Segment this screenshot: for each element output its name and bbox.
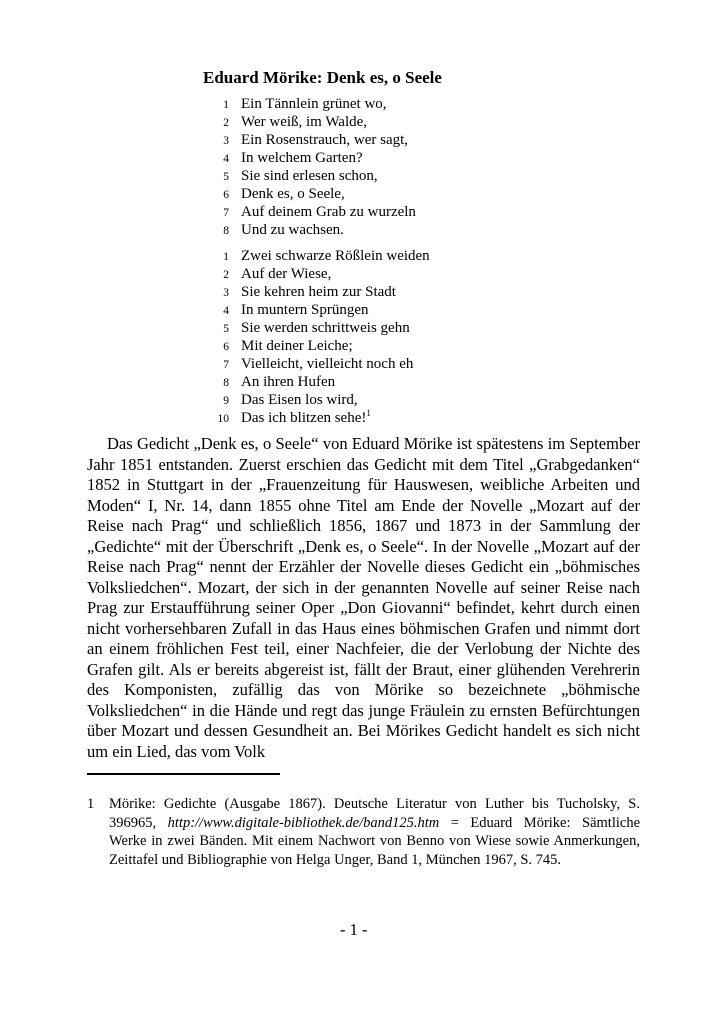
line-number: 6: [223, 341, 229, 353]
line-number: 3: [223, 287, 229, 299]
line-text: Vielleicht, vielleicht noch eh: [241, 356, 414, 372]
line-number: 7: [223, 207, 229, 219]
poem-line: [206, 320, 626, 338]
stanza-2: [206, 248, 626, 428]
poem-line: [206, 356, 626, 374]
poem-line: [206, 338, 626, 356]
line-text: Mit deiner Leiche;: [241, 338, 353, 354]
line-text: Zwei schwarze Rößlein weiden: [241, 248, 430, 264]
line-text: An ihren Hufen: [241, 374, 336, 390]
footnote: [87, 795, 640, 869]
line-text: Sie sind erlesen schon,: [241, 168, 378, 184]
line-number: 2: [223, 269, 229, 281]
footnote-text: [109, 795, 640, 869]
poem-title: Eduard Mörike: Denk es, o Seele: [203, 68, 442, 87]
line-text: Ein Tännlein grünet wo,: [241, 96, 387, 112]
line-text: Das Eisen los wird,: [241, 392, 358, 408]
footnote-number: 1: [87, 796, 95, 812]
poem-line: [206, 248, 626, 266]
body-paragraph: Das Gedicht „Denk es, o Seele“ von Eduard Mörike ist spätestens im September Jahr 1851 entstanden. Zuerst erschien das Gedicht mit dem Titel „Grabgedanken“ 1852 in Stuttgart in der „Frauenzeitung für Hauswesen, weibliche Arbeiten und Moden“ I, Nr. 14, dann 1855 ohne Titel am Ende der Novelle „Mozart auf der Reise nach Prag“ und schließlich 1856, 1867 und 1873 in der Sammlung der „Gedichte“ mit der Überschrift „Denk es, o Seele“. In der Novelle „Mozart auf der Reise nach Prag“ nennt der Erzähler der Novelle dieses Gedicht ein „böhmisches Volksliedchen“. Mozart, der sich in der genannten Novelle auf seiner Reise nach Prag zur Erstaufführung seiner Oper „Don Giovanni“ befindet, kehrt durch einen nicht vorhersehbaren Zufall in das Haus eines böhmischen Grafen und nimmt dort an einem fröhlichen Fest teil, einer Nachfeier, die der Verlobung der Nichte des Grafen gilt. Als er bereits abgereist ist, fällt der Braut, einer glühenden Verehrerin des Komponisten, zufällig das von Mörike so bezeichnete „böhmische Volksliedchen“ in die Hände und regt das junge Fräulein zu ernsten Befürchtungen über Mozart und dessen Gesundheit an. Bei Mörikes Gedicht handelt es sich nicht um ein Lied, das vom Volk: [87, 434, 640, 761]
line-number: 2: [223, 117, 229, 129]
line-text-content: Das ich blitzen sehe!: [241, 410, 367, 426]
page-number: - 1 -: [340, 920, 368, 939]
poem-line: [206, 374, 626, 392]
line-number: 1: [223, 99, 229, 111]
poem-line: [206, 284, 626, 302]
footnote-text-before: Mörike: Gedichte (Ausgabe 1867). Deutsche Literatur von Luther bis Tucholsky, S. 396965,: [109, 796, 640, 831]
poem-line: [206, 96, 626, 114]
line-text: Sie kehren heim zur Stadt: [241, 284, 396, 300]
line-number: 5: [223, 171, 229, 183]
line-text: Wer weiß, im Walde,: [241, 114, 368, 130]
poem-line: [206, 222, 626, 240]
footnote-link[interactable]: http://www.digitale-bibliothek.de/band125.htm: [167, 814, 440, 831]
footnote-separator: [87, 773, 280, 775]
poem-line: [206, 392, 626, 410]
line-text: Sie werden schrittweis gehn: [241, 320, 410, 336]
line-number: 5: [223, 323, 229, 335]
line-number: 10: [217, 413, 229, 425]
poem-line: [206, 410, 626, 428]
poem-line: [206, 150, 626, 168]
line-text: Ein Rosenstrauch, wer sagt,: [241, 132, 409, 148]
poem-line: [206, 114, 626, 132]
line-number: 8: [223, 225, 229, 237]
line-text: In muntern Sprüngen: [241, 302, 369, 318]
line-number: 4: [223, 153, 229, 165]
poem-line: [206, 204, 626, 222]
poem-line: [206, 186, 626, 204]
footnote-text-after: = Eduard Mörike: Sämtliche Werke in zwei Bänden. Mit einem Nachwort von Benno von Wiese sowie Anmerkungen, Zeittafel und Bibliographie von Helga Unger, Band 1, München 1967, S. 745.: [109, 814, 641, 868]
poem-line: [206, 302, 626, 320]
footnote-reference[interactable]: 1: [366, 408, 371, 418]
line-text: In welchem Garten?: [241, 150, 363, 166]
stanza-1: [206, 96, 626, 240]
line-text: Denk es, o Seele,: [241, 186, 345, 202]
line-number: 7: [223, 359, 229, 371]
line-text: Und zu wachsen.: [241, 222, 344, 238]
line-text: [241, 410, 371, 427]
line-number: 3: [223, 135, 229, 147]
poem-line: [206, 168, 626, 186]
line-number: 9: [223, 395, 229, 407]
line-number: 6: [223, 189, 229, 201]
line-number: 1: [223, 251, 229, 263]
line-text: Auf der Wiese,: [241, 266, 332, 282]
poem-line: [206, 132, 626, 150]
line-number: 4: [223, 305, 229, 317]
line-text: Auf deinem Grab zu wurzeln: [241, 204, 416, 220]
line-number: 8: [223, 377, 229, 389]
poem-line: [206, 266, 626, 284]
